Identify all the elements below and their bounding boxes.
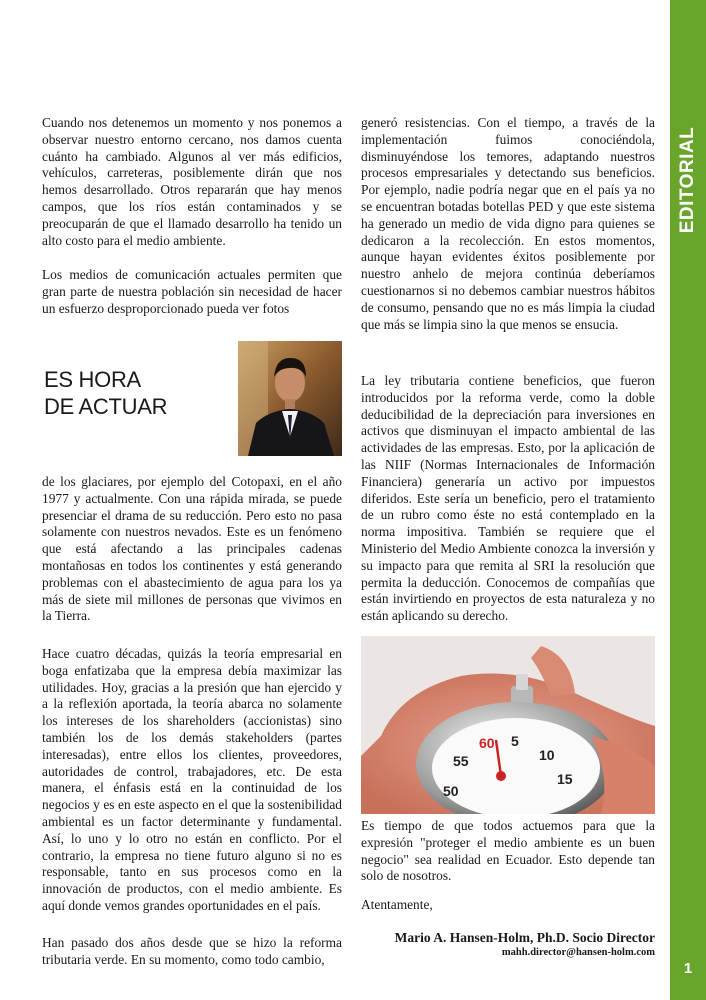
stopwatch-graphic xyxy=(361,636,655,814)
title-line-2: DE ACTUAR xyxy=(44,394,168,419)
closing-salutation: Atentamente, xyxy=(361,897,433,912)
author-portrait-graphic xyxy=(238,341,342,456)
dial-number-55: 55 xyxy=(453,753,469,769)
dial-number-10: 10 xyxy=(539,747,555,763)
author-portrait xyxy=(238,341,342,456)
dial-number-5: 5 xyxy=(511,733,519,749)
stopwatch-photo xyxy=(361,636,655,814)
col1-paragraph-1: Cuando nos detenemos un momento y nos ponemos a observar nuestro entorno cercano, nos damos cuenta cuánto ha cambiado. Algunos al ver más edificios, vehículos, carreteras, posiblemente dirán que nos hemos desarrollado. Otros repararán que hay menos campos, que los ríos están contaminados y se preocuparán de que el llamado desarrollo ha tenido un alto costo para el medio ambiente. xyxy=(42,115,342,248)
dial-number-50: 50 xyxy=(443,783,459,799)
col1-paragraph-3: de los glaciares, por ejemplo del Cotopaxi, en el año 1977 y actualmente. Con una rápida mirada, se puede presenciar el drama de su reducción. Pero esto no pasa solamente con nuestros nevados. Este es un fenómeno que está afectando a las principales cadenas montañosas en todos los continentes y está generando problemas con el abastecimiento de agua para los ya más de siete mil millones de personas que vivimos en la Tierra. xyxy=(42,474,342,624)
col1-paragraph-5: Han pasado dos años desde que se hizo la reforma tributaria verde. En su momento, como todo cambio, xyxy=(42,935,342,967)
dial-number-60: 60 xyxy=(479,735,495,751)
section-label: EDITORIAL xyxy=(677,126,698,234)
col2-paragraph-3: Es tiempo de que todos actuemos para que la expresión "proteger el medio ambiente es un buen negocio" sea realidad en Ecuador. Esto depende tan solo de nosotros. xyxy=(361,818,655,884)
signature-email: mahh.director@hansen-holm.com xyxy=(501,947,655,958)
page-title xyxy=(44,366,167,420)
page-number: 1 xyxy=(683,960,693,977)
signature-name: Mario A. Hansen-Holm, Ph.D. Socio Director xyxy=(394,930,655,945)
col2-paragraph-1: generó resistencias. Con el tiempo, a través de la implementación fuimos conociéndola, disminuyéndose los temores, adaptando nuestros procesos empresariales y detectando sus beneficios. Por ejemplo, nadie podría negar que en el país ya no se encuentran botadas botellas PED y que este sistema ha generado un medio de vida digno para quienes se dedicaron a la recolección. En estos momentos, aunque hayan evidentes éxitos posiblemente por nuestro anhelo de mejora continúa deberíamos cuestionarnos si no debemos cambiar nuestros hábitos de consumo, pensando que no es más limpia la ciudad que más se limpia sino la que menos se ensucia. xyxy=(361,115,655,332)
col1-paragraph-4: Hace cuatro décadas, quizás la teoría empresarial en boga enfatizaba que la empresa debía maximizar las utilidades. Hoy, gracias a la presión que han ejercido y a la reflexión aportada, la teoría abarca no solamente los intereses de los shareholders (accionistas) sino también los de los demás stakeholders (partes interesadas), entre ellos los clientes, proveedores, autoridades de control, trabajadores, etc. De esta manera, el énfasis está en la continuidad de los negocios y es en este aspecto en el que la sostenibilidad ambiental es un factor determinante y fundamental. Así, lo uno y lo otro no están en conflicto. Por el contrario, la empresa no tiene futuro alguno si no es responsable, tanto en sus procesos como en la innovación de productos, con el medio ambiente. Es aquí donde vemos grandes oportunidades en el país. xyxy=(42,646,342,913)
col1-paragraph-2: Los medios de comunicación actuales permiten que gran parte de nuestra población sin necesidad de hacer un esfuerzo desproporcionado pueda ver fotos xyxy=(42,267,342,316)
dial-number-15: 15 xyxy=(557,771,573,787)
title-line-1: ES HORA xyxy=(44,367,141,392)
col2-paragraph-2: La ley tributaria contiene beneficios, que fueron introducidos por la reforma verde, como la doble deducibilidad de la depreciación para inversiones en activos que disminuyan el impacto ambiental de las actividades de las empresas. Esto, por la aplicación de las NIIF (Normas Internacionales de Información Financiera) generaría un activo por impuestos diferidos. Este sería un beneficio, pero el tratamiento de un rubro como éste no está contemplado en la norma impositiva. También se requiere que el Ministerio del Medio Ambiente conozca la inversión y su impacto para que remita al SRI la resolución que permita la deducción. Conocemos de compañías que están invirtiendo en proyectos de esta naturaleza y no están aplicando su derecho. xyxy=(361,373,655,624)
